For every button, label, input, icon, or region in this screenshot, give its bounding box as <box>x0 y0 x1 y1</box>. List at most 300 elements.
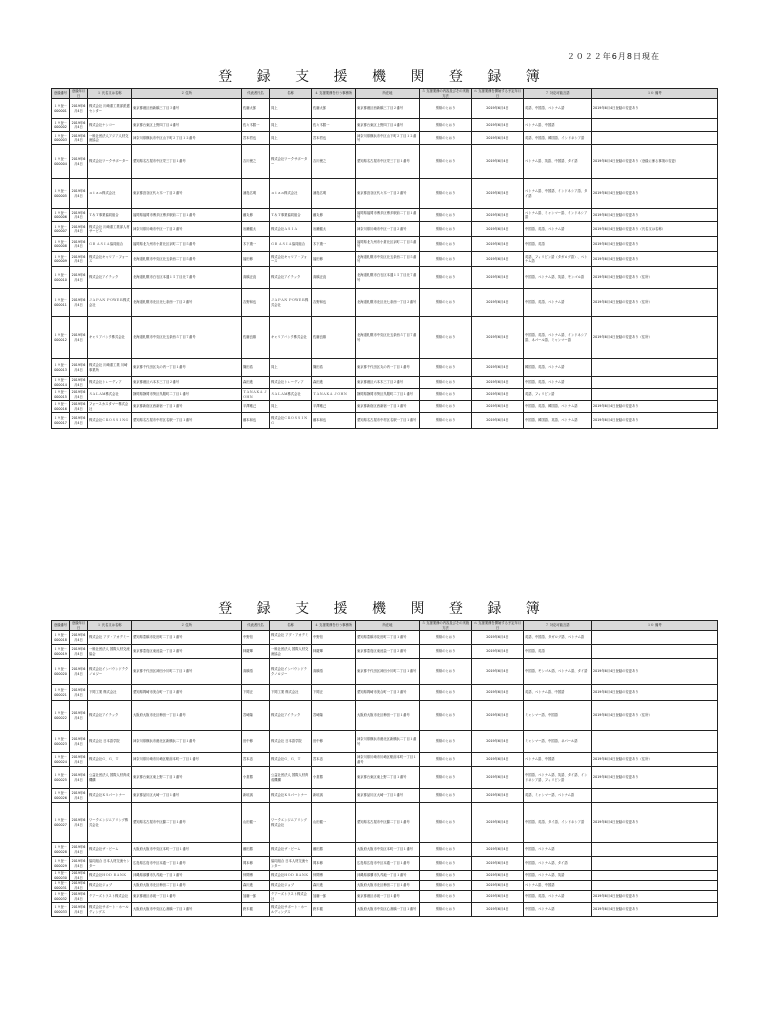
start-date-cell: 2019年6月4日 <box>472 99 524 119</box>
rep-cell: 下岡正 <box>242 685 270 701</box>
office-addr-cell: 東京都千代田区丸の内一丁目１番号 <box>356 359 420 377</box>
office-name-cell: ＪＡＰＡＮ ＰＯＷＥＲ株式会社 <box>270 289 312 317</box>
office-name-cell: Ｔ＆Ｔ事業協同組合 <box>270 209 312 222</box>
name-cell: Ｔ＆Ｔ事業協同組合 <box>88 209 132 222</box>
rep-cell: 藤田勝 <box>242 843 270 857</box>
office-name-cell: 下岡工業 株式会社 <box>270 685 312 701</box>
start-date-cell: 2019年6月4日 <box>472 267 524 289</box>
reg-no-cell: １９登－000030 <box>52 871 70 881</box>
office-name-cell: 公益社団法人 国際人材育成機構 <box>270 767 312 789</box>
table-row <box>52 119 718 132</box>
start-date-cell: 2019年6月4日 <box>472 685 524 701</box>
reg-no-cell: １９登－000017 <box>52 413 70 429</box>
name-cell: 一般社団法人 国際人材交流協会 <box>88 645 132 659</box>
name-cell: ワークエンジニアリング株式会社 <box>88 803 132 843</box>
address-cell: 北海道札幌市中央区北五条西二丁目５番号 <box>132 252 242 267</box>
office-rep-cell: ＴＡＮＡＫＡ ＪＯＨＮ <box>312 389 356 401</box>
reg-date-cell: 2019年6月4日 <box>70 267 88 289</box>
reg-no-cell: １９登－000019 <box>52 645 70 659</box>
header-office-name: 名称 <box>270 621 312 631</box>
office-rep-cell: 林慶輝 <box>312 645 356 659</box>
page-title-2: 登 録 支 援 機 関 登 録 簿 <box>218 601 550 617</box>
table-row <box>52 377 718 389</box>
office-rep-cell: 山田健一 <box>312 803 356 843</box>
office-rep-cell: 岩瀬健太 <box>312 222 356 237</box>
method-cell: 別紙のとおり <box>420 631 472 645</box>
office-addr-cell: 愛知県名古屋市中村区名駅一丁目１番号 <box>356 413 420 429</box>
name-cell: 協同組合 日本人材交流センター <box>88 857 132 871</box>
office-addr-cell: 北海道札幌市中央区北五条西二丁目５番号 <box>356 252 420 267</box>
name-cell: ａｉａａ株式会社 <box>88 179 132 209</box>
start-date-cell: 2019年6月4日 <box>472 132 524 145</box>
reg-date-cell: 2019年6月4日 <box>70 119 88 132</box>
reg-date-cell: 2019年6月4日 <box>70 99 88 119</box>
start-date-cell: 2019年6月4日 <box>472 317 524 359</box>
reg-date-cell: 2019年6月4日 <box>70 871 88 881</box>
address-cell: 北海道札幌市中央区北五条西５丁目７番号 <box>132 317 242 359</box>
start-date-cell: 2019年6月4日 <box>472 767 524 789</box>
office-addr-cell: 大阪府大阪市中央区本町一丁目１番号 <box>356 843 420 857</box>
remarks-cell <box>592 119 718 132</box>
reg-no-cell: １９登－000013 <box>52 359 70 377</box>
method-cell: 別紙のとおり <box>420 359 472 377</box>
rep-cell: 仲間博 <box>242 871 270 881</box>
rep-cell: 新垣誠 <box>242 789 270 803</box>
office-name-cell: 同上 <box>270 401 312 413</box>
method-cell: 別紙のとおり <box>420 843 472 857</box>
language-cell: 中国語、ベトナム語 <box>524 903 592 917</box>
language-cell: 中国語、英語、ベトナム語、インドネシア語、ネパール語、ミャンマー語 <box>524 317 592 359</box>
name-cell: 株式会社ナンコー <box>88 119 132 132</box>
office-name-cell: ワークエンジニアリング株式会社 <box>270 803 312 843</box>
office-addr-cell: 神奈川県川崎市川崎区駅前本町一丁目１番号 <box>356 753 420 767</box>
table-row <box>52 132 718 145</box>
office-rep-cell: 藤本和也 <box>312 413 356 429</box>
office-rep-cell: 平澤雅己 <box>312 401 356 413</box>
rep-cell: 小倉勝 <box>242 767 270 789</box>
method-cell: 別紙のとおり <box>420 252 472 267</box>
reg-date-cell: 2019年6月4日 <box>70 145 88 179</box>
remarks-cell: 2019年6月4日登録の変更あり <box>592 179 718 209</box>
reg-date-cell: 2019年6月4日 <box>70 843 88 857</box>
address-cell: 東京都港区六本木三丁目２番号 <box>132 377 242 389</box>
address-cell: 東京都渋谷区代々木一丁目２番号 <box>132 179 242 209</box>
remarks-cell <box>592 789 718 803</box>
reg-date-cell: 2019年6月4日 <box>70 209 88 222</box>
language-cell: 中国語、ベトナム語 <box>524 843 592 857</box>
rep-cell: 田中修 <box>242 731 270 753</box>
language-cell: 英語、中国語、タガログ語、ベトナム語 <box>524 631 592 645</box>
address-cell: 東京都新宿区西新宿一丁目１番号 <box>132 401 242 413</box>
language-cell: 中国語、英語、ベトナム語 <box>524 289 592 317</box>
name-cell: 下岡工業 株式会社 <box>88 685 132 701</box>
address-cell: 東京都千代田区丸の内一丁目１番号 <box>132 359 242 377</box>
language-cell: ベトナム語、中国語 <box>524 881 592 891</box>
table-row <box>52 701 718 731</box>
name-cell: 株式会社Ｇ．Ｇ．Ｔ <box>88 753 132 767</box>
office-rep-cell: 森川進 <box>312 881 356 891</box>
reg-no-cell: １９登－000022 <box>52 701 70 731</box>
reg-no-cell: １９登－000031 <box>52 881 70 891</box>
language-cell: 英語、中国語、ベトナム語 <box>524 99 592 119</box>
reg-date-cell: 2019年6月4日 <box>70 252 88 267</box>
language-cell: 中国語、ベトナム語、英語、タイ語、インドネシア語、フィリピン語 <box>524 767 592 789</box>
address-cell: 北海道札幌市白石区本通１５丁目北７番号 <box>132 267 242 289</box>
table-row <box>52 179 718 209</box>
reg-date-cell: 2019年6月4日 <box>70 317 88 359</box>
reg-no-cell: １９登－000021 <box>52 685 70 701</box>
rep-cell: ＴＡＮＡＫＡ ＪＯＨＮ <box>242 389 270 401</box>
address-cell: 愛知県名古屋市中区栄三丁目１番号 <box>132 145 242 179</box>
rep-cell: 吉川俊之 <box>242 145 270 179</box>
office-name-cell: キャリアバンク株式会社 <box>270 317 312 359</box>
remarks-cell: 2019年6月4日登録の変更あり <box>592 99 718 119</box>
office-name-cell: 株式会社トレーディア <box>270 377 312 389</box>
page-title: 登 録 支 援 機 関 登 録 簿 <box>218 69 550 85</box>
address-cell: 東京都港区赤坂一丁目１番号 <box>132 891 242 903</box>
office-rep-cell: 下岡正 <box>312 685 356 701</box>
method-cell: 別紙のとおり <box>420 857 472 871</box>
remarks-cell: 2019年6月4日登録の変更あり <box>592 903 718 917</box>
office-addr-cell: 東京都新宿区西新宿一丁目１番号 <box>356 401 420 413</box>
reg-date-cell: 2019年6月4日 <box>70 237 88 252</box>
language-cell: 中国語、英語 <box>524 237 592 252</box>
language-cell: ミャンマー語、中国語、ネパール語 <box>524 731 592 753</box>
reg-no-cell: １９登－000023 <box>52 731 70 753</box>
language-cell: 英語、フィリピン語 <box>524 389 592 401</box>
table-row <box>52 237 718 252</box>
office-name-cell: 株式会社ザ・ビーム <box>270 843 312 857</box>
rep-cell: 佐藤良雄 <box>242 317 270 359</box>
header-start: ６ 支援業務を開始する予定年月日 <box>472 89 524 99</box>
office-rep-cell: 篠田浩 <box>312 359 356 377</box>
rep-cell: 林慶輝 <box>242 645 270 659</box>
remarks-cell <box>592 132 718 145</box>
language-cell: 中国語、英語、タイ語、インドネシア語 <box>524 803 592 843</box>
method-cell: 別紙のとおり <box>420 267 472 289</box>
office-addr-cell: 東京都港区六本木三丁目２番号 <box>356 377 420 389</box>
language-cell: 英語、フィリピン語（タガログ語）、ベトナム語 <box>524 252 592 267</box>
reg-date-cell: 2019年6月4日 <box>70 753 88 767</box>
method-cell: 別紙のとおり <box>420 903 472 917</box>
rep-cell: 篠田浩 <box>242 359 270 377</box>
reg-date-cell: 2019年6月4日 <box>70 413 88 429</box>
language-cell: 英語、ミャンマー語、ベトナム語 <box>524 789 592 803</box>
office-name-cell: 株式会社ＣＲＯＳＳＩＮＧ <box>270 413 312 429</box>
rep-cell: 藤本和也 <box>242 413 270 429</box>
remarks-cell: 2019年6月4日登録の変更あり（住所） <box>592 289 718 317</box>
table-row <box>52 789 718 803</box>
address-cell: 愛知県豊橋市花田町二丁目１番号 <box>132 631 242 645</box>
table-row <box>52 99 718 119</box>
remarks-cell: 2019年6月4日登録の変更あり（住所） <box>592 753 718 767</box>
rep-cell: 佐藤太郎 <box>242 99 270 119</box>
reg-no-cell: １９登－000026 <box>52 789 70 803</box>
remarks-cell <box>592 631 718 645</box>
rep-cell: 浦島広明 <box>242 179 270 209</box>
address-cell: 福岡県福岡市博多区博多駅前二丁目１番号 <box>132 209 242 222</box>
method-cell: 別紙のとおり <box>420 731 472 753</box>
header-office-addr: 所在地 <box>356 89 420 99</box>
address-cell: 愛知県岡崎市美合町一丁目３番号 <box>132 685 242 701</box>
header-row <box>52 89 718 99</box>
office-addr-cell: 東京都台東区上野四丁目４番号 <box>356 119 420 132</box>
office-name-cell: 同上 <box>270 359 312 377</box>
rep-cell: 宮本哲也 <box>242 132 270 145</box>
rep-cell: 佐々木勝一 <box>242 119 270 132</box>
remarks-cell: 2019年6月4日登録の変更あり（登録に係る事項の変更） <box>592 145 718 179</box>
table-row <box>52 891 718 903</box>
office-name-cell: 株式会社 アプ・アカデミー <box>270 631 312 645</box>
register-table <box>51 88 718 429</box>
header-rep: 代表者氏名 <box>242 621 270 631</box>
reg-date-cell: 2019年6月4日 <box>70 881 88 891</box>
office-rep-cell: 加藤一郎 <box>312 891 356 903</box>
header-language: ７ 対応可能言語 <box>524 621 592 631</box>
remarks-cell <box>592 857 718 871</box>
address-cell: 愛知県名古屋市中村区名駅一丁目１番号 <box>132 413 242 429</box>
reg-no-cell: １９登－000003 <box>52 132 70 145</box>
table-row <box>52 289 718 317</box>
start-date-cell: 2019年6月4日 <box>472 289 524 317</box>
remarks-cell: 2019年6月4日登録の変更あり <box>592 252 718 267</box>
header-office-name: 名称 <box>270 89 312 99</box>
language-cell: 韓国語、英語、ベトナム語 <box>524 359 592 377</box>
reg-no-cell: １９登－000033 <box>52 903 70 917</box>
method-cell: 別紙のとおり <box>420 377 472 389</box>
reg-date-cell: 2019年6月4日 <box>70 803 88 843</box>
header-rep: 代表者氏名 <box>242 89 270 99</box>
address-cell: 東京都千代田区神田小川町二丁目１番号 <box>132 659 242 685</box>
reg-no-cell: １９登－000018 <box>52 631 70 645</box>
table-row <box>52 645 718 659</box>
reg-date-cell: 2019年6月4日 <box>70 389 88 401</box>
method-cell: 別紙のとおり <box>420 659 472 685</box>
start-date-cell: 2019年6月4日 <box>472 209 524 222</box>
name-cell: 株式会社ワークサポーター <box>88 145 132 179</box>
start-date-cell: 2019年6月4日 <box>472 753 524 767</box>
address-cell: 愛知県名古屋市中区錦二丁目１番号 <box>132 803 242 843</box>
header-office: ４ 支援業務を行う事務所 <box>312 89 356 99</box>
office-name-cell: 株式会社インバウンドテクノロジー <box>270 659 312 685</box>
reg-no-cell: １９登－000008 <box>52 237 70 252</box>
table-row <box>52 731 718 753</box>
remarks-cell <box>592 645 718 659</box>
office-addr-cell: 福岡県福岡市博多区博多駅前二丁目１番号 <box>356 209 420 222</box>
name-cell: ＳＡＬＡＭ株式会社 <box>88 389 132 401</box>
table-row <box>52 659 718 685</box>
table-row <box>52 803 718 843</box>
reg-no-cell: １９登－000005 <box>52 179 70 209</box>
reg-date-cell: 2019年6月4日 <box>70 401 88 413</box>
language-cell: 中国語、ベトナム語、タイ語 <box>524 857 592 871</box>
reg-date-cell: 2019年6月4日 <box>70 289 88 317</box>
office-rep-cell: 佐藤太郎 <box>312 99 356 119</box>
as-of-date: ２０２２年6月8日現在 <box>566 52 660 61</box>
office-rep-cell: 森田進 <box>312 377 356 389</box>
reg-no-cell: １９登－000002 <box>52 119 70 132</box>
address-cell: 東京都品川区大崎一丁目１番号 <box>132 789 242 803</box>
office-rep-cell: 宮本忠 <box>312 753 356 767</box>
header-row-2 <box>52 621 718 631</box>
reg-date-cell: 2019年6月4日 <box>70 767 88 789</box>
office-addr-cell: 愛知県豊橋市花田町二丁目１番号 <box>356 631 420 645</box>
start-date-cell: 2019年6月4日 <box>472 389 524 401</box>
remarks-cell: 2019年6月4日登録の変更あり <box>592 659 718 685</box>
remarks-cell <box>592 731 718 753</box>
remarks-cell: 2019年6月4日登録の変更あり（住所） <box>592 701 718 731</box>
table-row <box>52 209 718 222</box>
office-name-cell: 同上 <box>270 99 312 119</box>
table-row <box>52 145 718 179</box>
table-row <box>52 753 718 767</box>
remarks-cell <box>592 843 718 857</box>
method-cell: 別紙のとおり <box>420 645 472 659</box>
office-name-cell: 同上 <box>270 119 312 132</box>
office-name-cell: 株式会社ジョブ <box>270 881 312 891</box>
reg-date-cell: 2019年6月4日 <box>70 377 88 389</box>
start-date-cell: 2019年6月4日 <box>472 857 524 871</box>
remarks-cell: 2019年6月4日登録の変更あり <box>592 685 718 701</box>
office-name-cell: 株式会社サポート・ホールディングス <box>270 903 312 917</box>
reg-date-cell: 2019年6月4日 <box>70 701 88 731</box>
remarks-cell <box>592 389 718 401</box>
method-cell: 別紙のとおり <box>420 99 472 119</box>
start-date-cell: 2019年6月4日 <box>472 413 524 429</box>
start-date-cell: 2019年6月4日 <box>472 659 524 685</box>
header-method: ５ 支援業務の内容及びその実施方法 <box>420 621 472 631</box>
reg-date-cell: 2019年6月4日 <box>70 903 88 917</box>
start-date-cell: 2019年6月4日 <box>472 252 524 267</box>
rep-cell: 岩瀬健太 <box>242 222 270 237</box>
reg-date-cell: 2019年6月4日 <box>70 222 88 237</box>
office-addr-cell: 北海道札幌市北区北七条西一丁目２番号 <box>356 289 420 317</box>
method-cell: 別紙のとおり <box>420 891 472 903</box>
reg-no-cell: １９登－000006 <box>52 209 70 222</box>
reg-date-cell: 2019年6月4日 <box>70 659 88 685</box>
reg-no-cell: １９登－000011 <box>52 289 70 317</box>
rep-cell: 木下康一 <box>242 237 270 252</box>
remarks-cell: 2019年6月4日登録の変更あり <box>592 401 718 413</box>
office-name-cell: ＧＢ ＡＳＩＡ協同組合 <box>270 237 312 252</box>
office-name-cell: 株式会社アイテック <box>270 701 312 731</box>
language-cell: 中国語、英語、韓国語、ベトナム語 <box>524 401 592 413</box>
header-office: ４ 支援業務を行う事務所 <box>312 621 356 631</box>
address-cell: 神奈川県川崎市川崎区駅前本町一丁目１番号 <box>132 753 242 767</box>
language-cell: 中国語、英語、ベトナム語 <box>524 891 592 903</box>
remarks-cell: 2019年6月4日登録の変更あり <box>592 209 718 222</box>
header-name: １ 氏名又は名称 <box>88 621 132 631</box>
office-addr-cell: 北海道札幌市中央区北五条西５丁目７番号 <box>356 317 420 359</box>
reg-no-cell: １９登－000020 <box>52 659 70 685</box>
name-cell: 株式会社 川崎重工業部人材サービス <box>88 222 132 237</box>
method-cell: 別紙のとおり <box>420 389 472 401</box>
start-date-cell: 2019年6月4日 <box>472 903 524 917</box>
header-address: ２ 住所 <box>132 89 242 99</box>
table-row <box>52 389 718 401</box>
method-cell: 別紙のとおり <box>420 767 472 789</box>
language-cell: 英語、ベトナム語、中国語 <box>524 685 592 701</box>
header-reg-no: 登録番号 <box>52 621 70 631</box>
method-cell: 別紙のとおり <box>420 401 472 413</box>
name-cell: 株式会社ＫＳパートナー <box>88 789 132 803</box>
name-cell: テアーズトラスト株式会社 <box>88 891 132 903</box>
office-rep-cell: 小倉勝 <box>312 767 356 789</box>
table-row <box>52 857 718 871</box>
header-reg-date: 登録年月日 <box>70 621 88 631</box>
remarks-cell: 2019年6月4日登録の変更あり <box>592 237 718 252</box>
rep-cell: 鈴木健 <box>242 903 270 917</box>
start-date-cell: 2019年6月4日 <box>472 377 524 389</box>
remarks-cell <box>592 871 718 881</box>
rep-cell: 加藤一郎 <box>242 891 270 903</box>
language-cell: 中国語、モンゴル語、ベトナム語、タイ語 <box>524 659 592 685</box>
office-rep-cell: 鈴木健 <box>312 903 356 917</box>
office-rep-cell: 宮崎隆 <box>312 701 356 731</box>
reg-date-cell: 2019年6月4日 <box>70 132 88 145</box>
rep-cell: 森田進 <box>242 377 270 389</box>
name-cell: 株式会社 川崎重工業 川崎事業所 <box>88 359 132 377</box>
rep-cell: 中野信 <box>242 631 270 645</box>
office-rep-cell: 岡本修 <box>312 857 356 871</box>
rep-cell: 藤丸修 <box>242 209 270 222</box>
office-name-cell: ＳＡＬＡＭ株式会社 <box>270 389 312 401</box>
reg-no-cell: １９登－000029 <box>52 857 70 871</box>
address-cell: 広島県広島市中区本通一丁目１番号 <box>132 857 242 871</box>
header-address: ２ 住所 <box>132 621 242 631</box>
remarks-cell: 2019年6月4日登録の変更あり（住所） <box>592 267 718 289</box>
start-date-cell: 2019年6月4日 <box>472 871 524 881</box>
table-row <box>52 267 718 289</box>
office-addr-cell: 静岡県静岡市葵区呉服町二丁目１番号 <box>356 389 420 401</box>
table-row <box>52 767 718 789</box>
start-date-cell: 2019年6月4日 <box>472 789 524 803</box>
office-addr-cell: 東京都台東区東上野二丁目１番号 <box>356 767 420 789</box>
office-addr-cell: 東京都港区赤坂一丁目１番号 <box>356 891 420 903</box>
remarks-cell <box>592 881 718 891</box>
rep-cell: 山田健一 <box>242 803 270 843</box>
name-cell: 株式会社アイテック <box>88 267 132 289</box>
rep-cell: 吉野和也 <box>242 289 270 317</box>
start-date-cell: 2019年6月4日 <box>472 843 524 857</box>
method-cell: 別紙のとおり <box>420 289 472 317</box>
reg-date-cell: 2019年6月4日 <box>70 789 88 803</box>
office-rep-cell: 高橋正直 <box>312 267 356 289</box>
office-addr-cell: 神奈川県川崎市中区一丁目２番号 <box>356 222 420 237</box>
reg-no-cell: １９登－000001 <box>52 99 70 119</box>
register-table-body <box>52 99 718 429</box>
name-cell: 株式会社インバウンドテクノロジー <box>88 659 132 685</box>
table-row <box>52 881 718 891</box>
address-cell: 東京都台東区東上野二丁目１番号 <box>132 767 242 789</box>
method-cell: 別紙のとおり <box>420 701 472 731</box>
rep-cell: 宮本忠 <box>242 753 270 767</box>
start-date-cell: 2019年6月4日 <box>472 222 524 237</box>
address-cell: 大阪府大阪市北区梅田二丁目１番号 <box>132 881 242 891</box>
address-cell: 東京都台東区上野四丁目４番号 <box>132 119 242 132</box>
reg-date-cell: 2019年6月4日 <box>70 731 88 753</box>
name-cell: 株式会社サポート・ホールディングス <box>88 903 132 917</box>
office-name-cell: 株式会社ＨＯＤ ＢＡＮＫ <box>270 871 312 881</box>
name-cell: ＪＡＰＡＮ ＰＯＷＥＲ株式会社 <box>88 289 132 317</box>
reg-no-cell: １９登－000027 <box>52 803 70 843</box>
office-addr-cell: 神奈川県横浜市港北区新横浜二丁目１番号 <box>356 731 420 753</box>
reg-no-cell: １９登－000009 <box>52 252 70 267</box>
header-reg-no: 登録番号 <box>52 89 70 99</box>
address-cell: 大阪府大阪市北区梅田一丁目１番号 <box>132 701 242 731</box>
remarks-cell <box>592 359 718 377</box>
reg-date-cell: 2019年6月4日 <box>70 857 88 871</box>
